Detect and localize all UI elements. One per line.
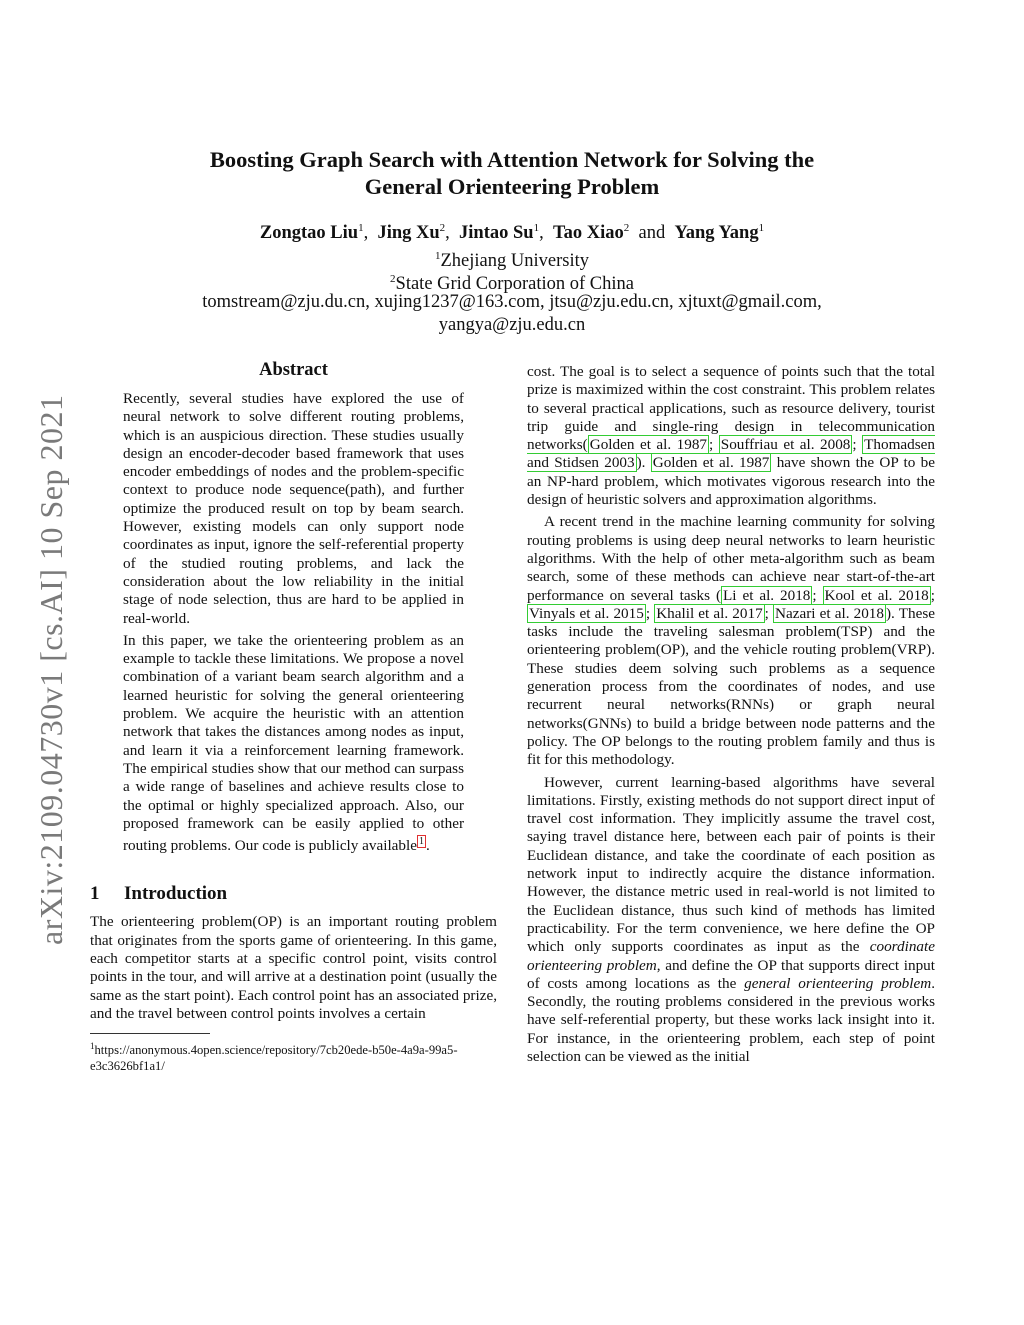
citation-link[interactable]: Souffriau et al. 2008 — [720, 436, 851, 454]
affiliation-2: $^2$State Grid Corporation of China — [390, 273, 634, 295]
author-name: Zongtao Liu — [259, 223, 359, 244]
citation-link[interactable]: Nazari et al. 2018 — [775, 604, 884, 622]
footnote-rule — [90, 1033, 210, 1034]
footnote: $^1$https://anonymous.4open.science/repository/7cb20ede-b50e-4a9a-99a5-e3c3626bf1a1/ — [90, 1041, 458, 1073]
body-paragraph: A recent trend in the machine learning community for solving routing problems is using deep neural networks to learn heuristic algorithms. With the help of other meta-algorithm such as beam search, some of these methods can achieve near start-of-the-art performance on several tasks ( Li et al. 2018 ; Kool et al. 2018 ; Vinyals et al. 2015 ; Khalil et al. 2017 ; Nazari et al. 2018 ). These tasks include the traveling salesman problem(TSP) and the orienteering problem(OP), and the vehicle routing problem(VRP). These studies deem solving such problems as a sequence generation process from the coordinates of nodes, and use recurrent neural networks(RNNs) or graph neural networks(GNNs) to build a bridge between node patterns and the policy. The OP belongs to the routing problem family and thus is fit for this methodology. — [527, 513, 935, 769]
citation-link[interactable]: Vinyals et al. 2015 — [529, 604, 644, 622]
citation-link[interactable]: Golden et al. 1987 — [652, 454, 770, 472]
citation-link[interactable]: Li et al. 2018 — [723, 586, 811, 604]
author-name: Tao Xiao — [552, 223, 624, 244]
citation-link[interactable]: Khalil et al. 2017 — [656, 604, 763, 622]
title-line-1: Boosting Graph Search with Attention Network for Solving the — [209, 147, 815, 172]
intro-body — [90, 913, 497, 1023]
author-name: Jintao Su — [459, 223, 534, 244]
abstract-heading: Abstract — [259, 360, 328, 380]
author-name: Yang Yang — [674, 223, 759, 244]
abstract-paragraph: Recently, several studies have explored the use of neural network to solve different routing problems, which is an auspicious direction. These studies usually design an encoder-decoder based framework that uses encoder embeddings of nodes and the problem-specific context to produce node sequence(path), and further optimize the produced result on top by beam search. However, existing models can only support node coordinates as input, ignore the self-referential property of the studied routing problems, and lack the consideration about the low reliability in the initial stage of node selection, thus are hard to be applied in real-world. — [123, 390, 464, 627]
author-list: Zongtao Liu$^1$, Jing Xu$^2$, Jintao Su$^1$, Tao Xiao$^2$ and Yang Yang$^1$ — [259, 222, 765, 244]
author-and: and — [638, 223, 666, 244]
abstract-paragraph: In this paper, we take the orienteering problem as an example to tackle these limitations. We propose a novel combination of a variant beam search algorithm and a learned heuristic for solving the general orienteering problem. We acquire the heuristic with an attention network that takes the distances among nodes as input, and learn it via a reinforcement learning framework. The empirical studies show that our method can surpass a wide range of baselines and achieve results close to the optimal or highly specialized approach. Also, our proposed framework can be easily applied to other routing problems. Our code is publicly available $^1$ . — [123, 631, 464, 855]
right-column — [527, 363, 935, 1070]
citation-link[interactable]: Golden et al. 1987 — [589, 436, 708, 454]
arxiv-stamp: arXiv:2109.04730v1 [cs.AI] 10 Sep 2021 — [33, 394, 69, 945]
affiliation-1: $^1$Zhejiang University — [435, 250, 589, 272]
intro-paragraph: The orienteering problem(OP) is an important routing problem that originates from the sports game of orienteering. In this game, each competitor starts at a specific control point, visits control points in the tour, and will arrive at a destination point (usually the same as the start point). Each control point has an associated prize, and the travel between control points involves a certain — [90, 913, 497, 1022]
citation-link[interactable]: Kool et al. 2018 — [824, 586, 929, 604]
footnote-link[interactable]: 1 — [418, 836, 424, 848]
section-heading: 1 Introduction — [90, 883, 228, 905]
citation-link[interactable]: Thomadsen and Stidsen 2003 — [527, 436, 935, 472]
body-paragraph: However, current learning-based algorithms have several limitations. Firstly, existing methods do not support direct input of travel cost information. They implicitly assume the travel cost, saying travel distance here, between each pair of points is their Euclidean distance, and take the coordinate of each position as network input to indirectly acquire the distance information. However, the distance metric used in real-world is not limited to the Euclidean distance, thus such kind of methods has limited practicability. For the term convenience, we here define the OP which only supports coordinates as input as the coordinate orienteering problem, and define the OP that supports direct input of costs among locations as the general orienteering problem. Secondly, the routing problems considered in the previous works have self-referential property, but these works lack insight into it. For instance, in the orienteering problem, each step of point selection can be viewed as the initial — [527, 773, 935, 1065]
author-name: Jing Xu — [377, 223, 440, 244]
abstract-body — [123, 390, 464, 855]
left-column — [90, 360, 497, 1074]
body-paragraph: cost. The goal is to select a sequence of points such that the total prize is maximized within the cost constraint. This problem relates to several practical applications, such as resource delivery, tourist trip guide and single-ring design in telecommunication networks( Golden et al. 1987 ; Souffriau et al. 2008 ; Thomadsen and Stidsen 2003 ). Golden et al. 1987 have shown the OP to be an NP-hard problem, which motivates vigorous research into the design of heuristic solvers and approximation algorithms. — [527, 363, 935, 509]
paper-title — [80, 146, 944, 200]
title-line-2: General Orienteering Problem — [364, 174, 660, 199]
author-emails: tomstream@zju.du.cn, xujing1237@163.com, jtsu@zju.edu.cn, xjtuxt@gmail.com, yangya@zju.edu.cn — [202, 292, 822, 335]
footnote-url[interactable]: https://anonymous.4open.science/repository/7cb20ede-b50e-4a9a-99a5-e3c3626bf1a1/ — [90, 1043, 458, 1073]
